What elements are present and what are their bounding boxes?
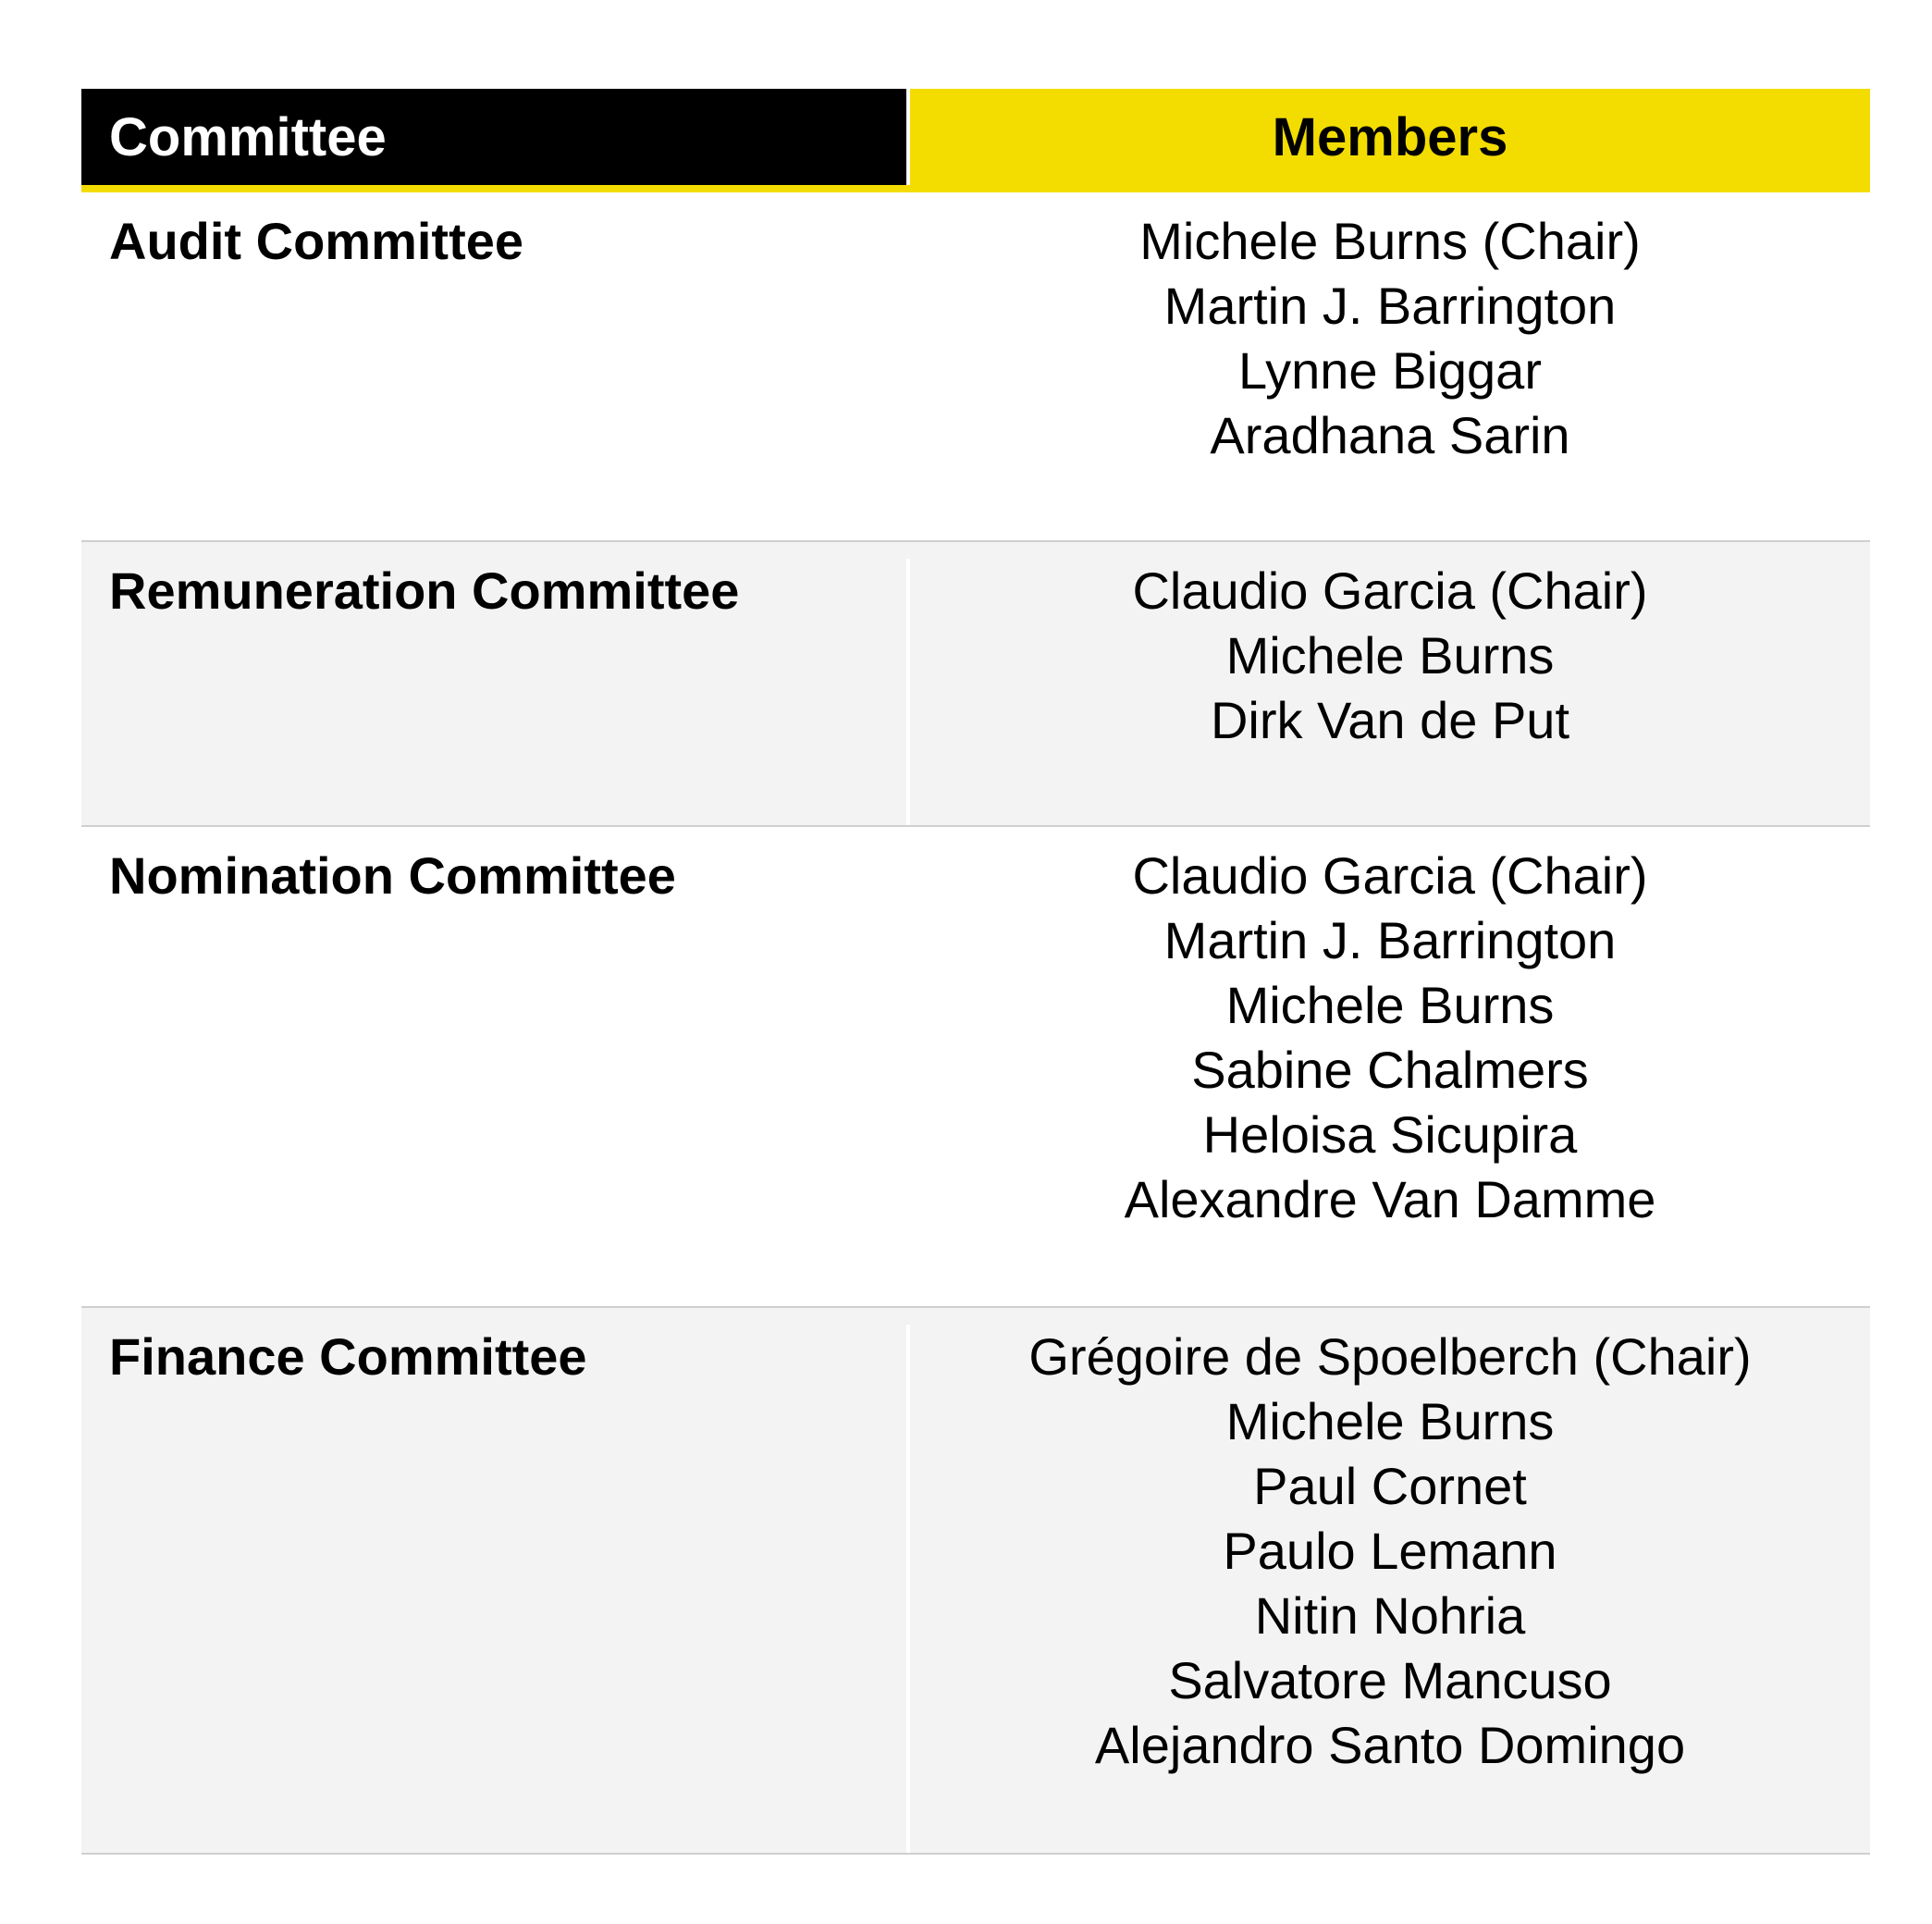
member-name: Claudio Garcia (Chair) [1132, 561, 1648, 620]
member-name: Dirk Van de Put [1210, 691, 1570, 749]
member-name: Alexandre Van Damme [1124, 1170, 1656, 1228]
table-row [81, 827, 1870, 1308]
committee-name: Remuneration Committee [109, 561, 740, 620]
members-list [910, 209, 1870, 540]
member-name: Sabine Chalmers [1191, 1041, 1589, 1099]
member-name: Paul Cornet [1253, 1457, 1527, 1515]
member-name: Heloisa Sicupira [1202, 1105, 1578, 1164]
member-name: Michele Burns [1225, 976, 1555, 1034]
committee-name: Audit Committee [109, 212, 523, 270]
member-name: Alejandro Santo Domingo [1094, 1716, 1686, 1774]
committee-name: Finance Committee [109, 1327, 587, 1386]
member-name: Salvatore Mancuso [1168, 1651, 1612, 1709]
member-name: Claudio Garcia (Chair) [1132, 846, 1648, 905]
member-name: Michele Burns (Chair) [1139, 212, 1641, 270]
member-name: Martin J. Barrington [1163, 277, 1617, 335]
committee-name: Nomination Committee [109, 846, 676, 905]
table-row [81, 542, 1870, 827]
member-name: Michele Burns [1225, 626, 1555, 684]
member-name: Nitin Nohria [1254, 1586, 1526, 1645]
members-column-header: Members [910, 89, 1870, 185]
committee-column-header: Committee [81, 89, 906, 185]
committees-table [81, 89, 1870, 1855]
table-header [81, 89, 1870, 192]
members-list [910, 559, 1870, 825]
member-name: Paulo Lemann [1223, 1522, 1557, 1580]
table-row [81, 1308, 1870, 1855]
member-name: Michele Burns [1225, 1392, 1555, 1450]
members-list [910, 844, 1870, 1306]
member-name: Aradhana Sarin [1210, 406, 1570, 464]
table-row [81, 192, 1870, 542]
member-name: Grégoire de Spoelberch (Chair) [1028, 1327, 1752, 1386]
member-name: Martin J. Barrington [1163, 911, 1617, 969]
member-name: Lynne Biggar [1238, 341, 1542, 400]
members-list [910, 1325, 1870, 1853]
